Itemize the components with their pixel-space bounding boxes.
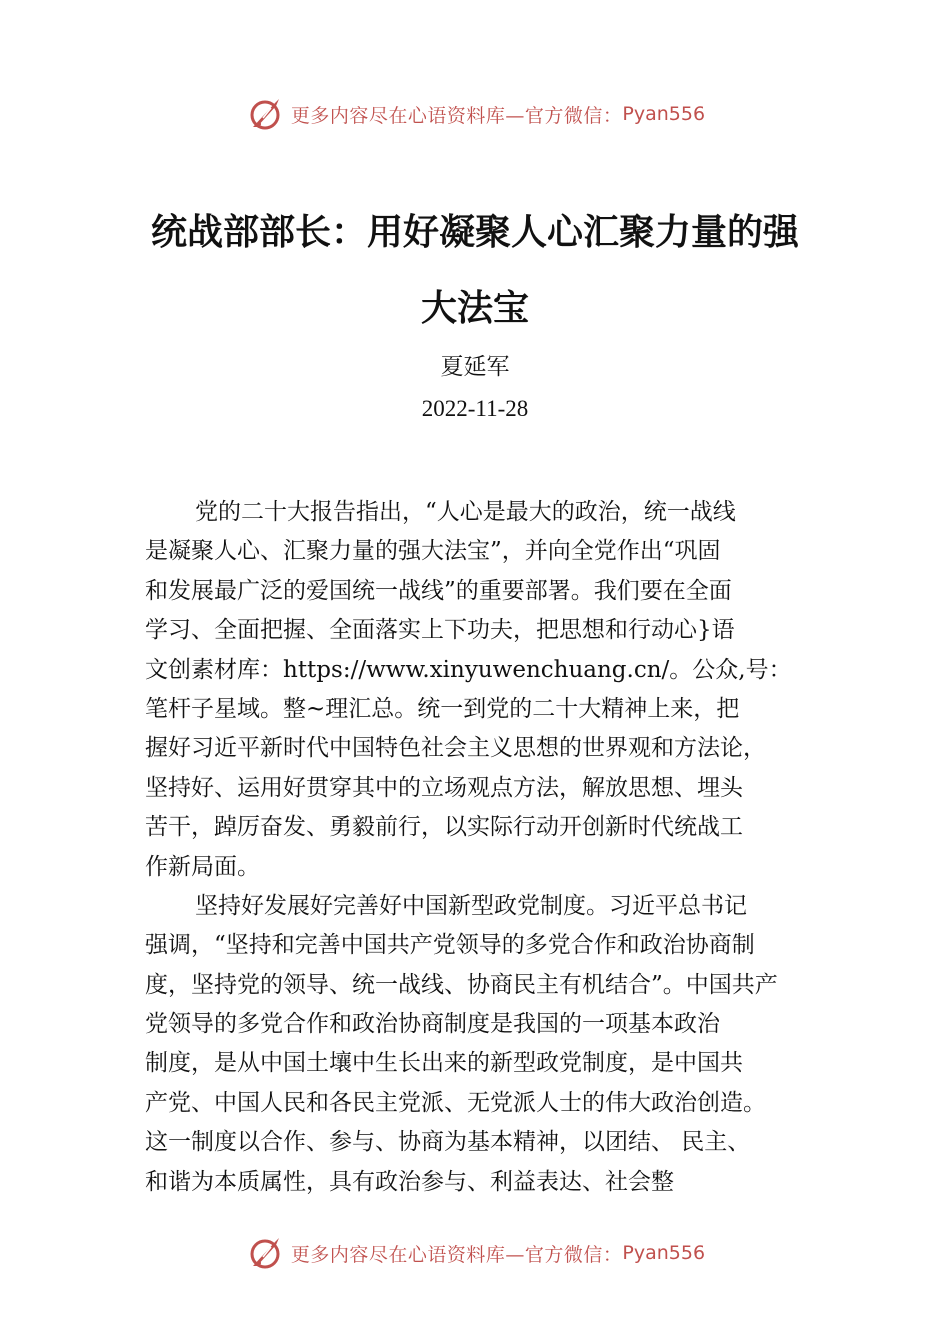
- body-line: 坚持好发展好完善好中国新型政党制度。习近平总书记: [195, 892, 747, 919]
- body-line: 笔杆子星域。整~理汇总。统一到党的二十大精神上来，把: [145, 695, 740, 722]
- header-banner: [0, 92, 950, 136]
- body-line: 文创素材库：https://www.xinyuwenchuang.cn/。公众,号：: [145, 656, 792, 683]
- body-line: 和发展最广泛的爱国统一战线”的重要部署。我们要在全面: [145, 577, 732, 604]
- body-line: 强调，“坚持和完善中国共产党领导的多党合作和政治协商制: [145, 932, 755, 959]
- body-line: 和谐为本质属性，具有政治参与、利益表达、社会整: [145, 1168, 674, 1195]
- wechat-id: Pyan556: [622, 103, 706, 125]
- body-line: 学习、全面把握、全面落实上下功夫，把思想和行动心}语: [145, 617, 735, 644]
- article-title-line-1: 统战部部长：用好凝聚人心汇聚力量的强: [150, 211, 799, 253]
- banner-text: 更多内容尽在心语资料库—官方微信：: [290, 104, 623, 127]
- body-line: 产党、中国人民和各民主党派、无党派人士的伟大政治创造。: [145, 1089, 766, 1116]
- body-line: 坚持好、运用好贯穿其中的立场观点方法，解放思想、埋头: [145, 774, 743, 801]
- article-body: [145, 493, 835, 1202]
- body-line: 党的二十大报告指出，“人心是最大的政治，统一战线: [195, 499, 736, 525]
- body-line: 党领导的多党合作和政治协商制度是我国的一项基本政治: [145, 1011, 720, 1038]
- article-title-line-2: 大法宝: [420, 287, 529, 329]
- wechat-id: Pyan556: [622, 1242, 706, 1264]
- body-line: 苦干，踔厉奋发、勇毅前行，以实际行动开创新时代统战工: [145, 814, 743, 841]
- quill-pen-logo-icon: [245, 1233, 285, 1273]
- body-line: 这一制度以合作、参与、协商为基本精神，以团结、 民主、: [145, 1129, 751, 1156]
- body-line: 制度，是从中国土壤中生长出来的新型政党制度，是中国共: [145, 1050, 743, 1077]
- quill-pen-logo-icon: [245, 94, 285, 134]
- footer-banner: [0, 1231, 950, 1275]
- body-line: 握好习近平新时代中国特色社会主义思想的世界观和方法论，: [145, 735, 766, 762]
- banner-text: 更多内容尽在心语资料库—官方微信：: [290, 1243, 623, 1266]
- article-date: 2022-11-28: [421, 396, 529, 421]
- body-line: 是凝聚人心、汇聚力量的强大法宝”，并向全党作出“巩固: [145, 538, 721, 565]
- article-author: 夏延军: [440, 354, 510, 380]
- body-line: 度，坚持党的领导、统一战线、协商民主有机结合”。中国共产: [145, 971, 778, 998]
- body-line: 作新局面。: [145, 853, 260, 880]
